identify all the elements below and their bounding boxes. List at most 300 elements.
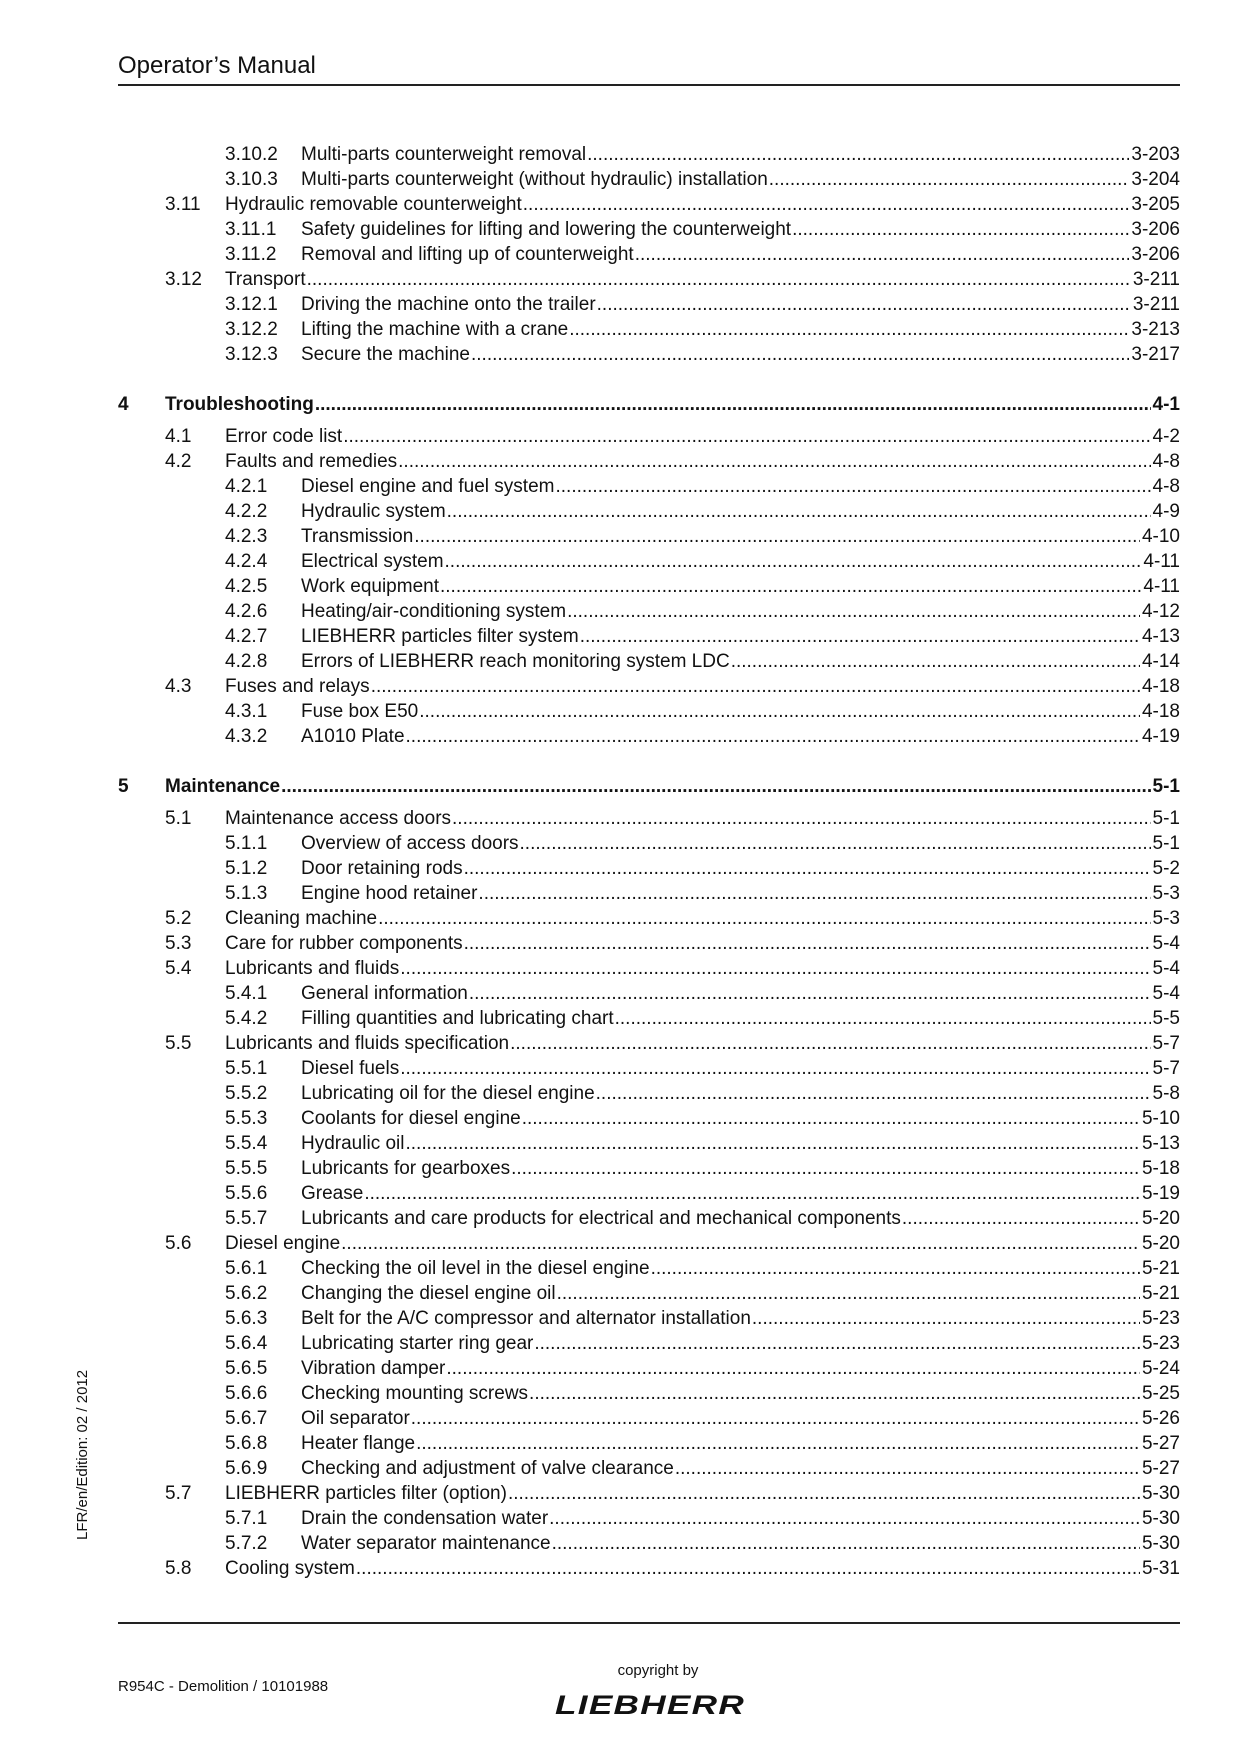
toc-entry-4[interactable] (118, 391, 1180, 418)
toc-leader-dots (363, 1181, 1140, 1206)
toc-entry-page: 3-206 (1131, 219, 1180, 240)
toc-entry-line (225, 192, 1180, 217)
toc-entry-5-5-2[interactable] (118, 1081, 1180, 1106)
toc-entry-page: 5-31 (1141, 1558, 1180, 1579)
toc-entry-4-2-2[interactable] (118, 499, 1180, 524)
toc-entry-line (225, 674, 1180, 699)
footer-document-id: R954C - Demolition / 10101988 (118, 1678, 329, 1695)
toc-entry-4-2-7[interactable] (118, 624, 1180, 649)
toc-entry-page: 5-5 (1152, 1008, 1180, 1029)
toc-entry-line (301, 549, 1180, 574)
toc-entry-title: Lubricants for gearboxes (301, 1158, 511, 1179)
toc-leader-dots (370, 674, 1140, 699)
toc-entry-line (301, 981, 1180, 1006)
toc-entry-title: Hydraulic system (301, 501, 446, 522)
toc-leader-dots (355, 1556, 1140, 1581)
toc-entry-title: Heating/air-conditioning system (301, 601, 567, 622)
toc-entry-number: 3.12.1 (225, 294, 278, 315)
toc-entry-5-5-5[interactable] (118, 1156, 1180, 1181)
toc-entry-title: Removal and lifting up of counterweight (301, 244, 634, 265)
toc-entry-5-5-4[interactable] (118, 1131, 1180, 1156)
toc-entry-line (225, 931, 1180, 956)
toc-leader-dots (791, 217, 1129, 242)
toc-entry-number: 5.6.5 (225, 1358, 268, 1379)
toc-entry-title: Lubricating starter ring gear (301, 1333, 534, 1354)
toc-entry-page: 5-21 (1141, 1258, 1180, 1279)
toc-entry-4-2-3[interactable] (118, 524, 1180, 549)
toc-leader-dots (556, 1281, 1140, 1306)
toc-entry-title: Water separator maintenance (301, 1533, 551, 1554)
toc-entry-page: 3-205 (1131, 194, 1180, 215)
toc-entry-title: Lubricants and fluids (225, 958, 400, 979)
toc-leader-dots (521, 1106, 1140, 1131)
toc-entry-line (301, 167, 1180, 192)
toc-entry-4-2-6[interactable] (118, 599, 1180, 624)
toc-entry-page: 5-3 (1152, 908, 1180, 929)
toc-entry-page: 4-13 (1141, 626, 1180, 647)
toc-entry-page: 4-18 (1141, 676, 1180, 697)
toc-entry-5-1-2[interactable] (118, 856, 1180, 881)
toc-entry-line (225, 1031, 1180, 1056)
toc-entry-line (301, 1281, 1180, 1306)
toc-entry-line (225, 1481, 1180, 1506)
toc-entry-line (301, 342, 1180, 367)
toc-entry-5-4[interactable] (118, 956, 1180, 981)
toc-entry-number: 5.5.2 (225, 1083, 268, 1104)
toc-entry-5-5-1[interactable] (118, 1056, 1180, 1081)
toc-entry-page: 5-30 (1141, 1508, 1180, 1529)
toc-entry-number: 3.11.1 (225, 219, 277, 240)
toc-leader-dots (586, 142, 1129, 167)
toc-entry-4-2-8[interactable] (118, 649, 1180, 674)
toc-entry-line (301, 649, 1180, 674)
toc-entry-page: 3-211 (1132, 269, 1180, 290)
toc-entry-title: Diesel engine and fuel system (301, 476, 555, 497)
toc-entry-number: 5.1.1 (225, 833, 268, 854)
toc-entry-line (301, 1256, 1180, 1281)
toc-entry-title: Maintenance access doors (225, 808, 452, 829)
toc-entry-title: Diesel fuels (301, 1058, 400, 1079)
toc-entry-page: 4-8 (1152, 451, 1180, 472)
toc-entry-4-2[interactable] (118, 449, 1180, 474)
toc-entry-line (225, 267, 1180, 292)
toc-entry-page: 5-10 (1141, 1108, 1180, 1129)
toc-entry-number: 5.6 (165, 1233, 192, 1254)
toc-entry-page: 3-213 (1131, 319, 1180, 340)
toc-entry-number: 4.2.8 (225, 651, 268, 672)
toc-entry-number: 5.2 (165, 908, 192, 929)
toc-entry-line (225, 906, 1180, 931)
toc-entry-page: 5-4 (1152, 958, 1180, 979)
toc-entry-number: 5.1 (165, 808, 192, 829)
toc-leader-dots (444, 549, 1142, 574)
toc-entry-page: 3-211 (1132, 294, 1180, 315)
toc-entry-title: Overview of access doors (301, 833, 519, 854)
toc-entry-number: 5.6.8 (225, 1433, 268, 1454)
toc-entry-page: 5-20 (1141, 1208, 1180, 1229)
toc-entry-number: 5.5.3 (225, 1108, 268, 1129)
toc-entry-5-5-6[interactable] (118, 1181, 1180, 1206)
toc-entry-5-4-2[interactable] (118, 1006, 1180, 1031)
toc-entry-title: Transport (225, 269, 306, 290)
toc-entry-line (225, 424, 1180, 449)
toc-leader-dots (314, 391, 1151, 418)
toc-entry-number: 3.10.2 (225, 144, 278, 165)
toc-entry-page: 4-2 (1152, 426, 1180, 447)
toc-entry-line (225, 1231, 1180, 1256)
toc-entry-line (301, 831, 1180, 856)
toc-entry-3-12-3[interactable] (118, 342, 1180, 367)
toc-entry-title: Hydraulic oil (301, 1133, 405, 1154)
toc-leader-dots (280, 773, 1150, 800)
toc-entry-line (225, 1556, 1180, 1581)
toc-leader-dots (568, 317, 1129, 342)
toc-entry-5-1-3[interactable] (118, 881, 1180, 906)
toc-leader-dots (342, 424, 1150, 449)
toc-entry-title: Multi-parts counterweight (without hydraulic) installation (301, 169, 768, 190)
toc-leader-dots (510, 1156, 1140, 1181)
toc-entry-line (301, 142, 1180, 167)
toc-entry-line (301, 1356, 1180, 1381)
toc-entry-page: 5-24 (1141, 1358, 1180, 1379)
toc-entry-5-8[interactable] (118, 1556, 1180, 1581)
toc-entry-page: 5-23 (1141, 1333, 1180, 1354)
toc-entry-line (301, 1431, 1180, 1456)
toc-entry-line (301, 1206, 1180, 1231)
toc-leader-dots (551, 1531, 1140, 1556)
toc-entry-number: 4.2.4 (225, 551, 268, 572)
toc-entry-page: 4-10 (1141, 526, 1180, 547)
toc-entry-5[interactable] (118, 773, 1180, 800)
toc-entry-title: Coolants for diesel engine (301, 1108, 521, 1129)
toc-entry-5-1-1[interactable] (118, 831, 1180, 856)
toc-entry-title: Troubleshooting (165, 394, 314, 415)
toc-entry-number: 5.5.1 (225, 1058, 268, 1079)
toc-entry-number: 5.1.3 (225, 883, 268, 904)
toc-leader-dots (509, 1031, 1150, 1056)
toc-entry-number: 3.10.3 (225, 169, 278, 190)
toc-entry-title: Transmission (301, 526, 414, 547)
toc-entry-line (301, 574, 1180, 599)
toc-leader-dots (306, 267, 1131, 292)
toc-entry-page: 5-3 (1152, 883, 1180, 904)
toc-entry-page: 5-30 (1141, 1483, 1180, 1504)
toc-leader-dots (579, 624, 1140, 649)
toc-leader-dots (650, 1256, 1140, 1281)
toc-entry-4-2-4[interactable] (118, 549, 1180, 574)
toc-entry-3-11-2[interactable] (118, 242, 1180, 267)
toc-entry-page: 4-9 (1152, 501, 1180, 522)
toc-entry-number: 5.6.7 (225, 1408, 268, 1429)
toc-entry-number: 3.12.3 (225, 344, 278, 365)
toc-entry-line (301, 217, 1180, 242)
toc-entry-page: 5-21 (1141, 1283, 1180, 1304)
toc-entry-number: 4.2.1 (225, 476, 268, 497)
toc-entry-number: 3.11 (165, 194, 201, 215)
toc-entry-title: Maintenance (165, 776, 281, 797)
toc-entry-title: Drain the condensation water (301, 1508, 549, 1529)
toc-entry-line (301, 1406, 1180, 1431)
toc-entry-3-11[interactable] (118, 192, 1180, 217)
toc-leader-dots (404, 1131, 1139, 1156)
toc-entry-page: 5-18 (1141, 1158, 1180, 1179)
toc-entry-number: 5.5.6 (225, 1183, 268, 1204)
toc-entry-title: Fuses and relays (225, 676, 370, 697)
toc-entry-title: Fuse box E50 (301, 701, 419, 722)
toc-entry-5-1[interactable] (118, 806, 1180, 831)
toc-entry-5-6-2[interactable] (118, 1281, 1180, 1306)
toc-entry-page: 3-203 (1131, 144, 1180, 165)
toc-entry-line (301, 1531, 1180, 1556)
toc-entry-number: 4 (118, 394, 129, 415)
toc-entry-page: 5-27 (1141, 1458, 1180, 1479)
toc-entry-title: A1010 Plate (301, 726, 405, 747)
toc-entry-5-6-7[interactable] (118, 1406, 1180, 1431)
toc-entry-number: 4.2 (165, 451, 192, 472)
liebherr-logo (552, 1690, 748, 1718)
toc-entry-5-7[interactable] (118, 1481, 1180, 1506)
toc-entry-number: 4.1 (165, 426, 192, 447)
toc-entry-number: 4.2.6 (225, 601, 268, 622)
toc-entry-line (225, 806, 1180, 831)
toc-leader-dots (405, 724, 1140, 749)
toc-entry-page: 4-14 (1141, 651, 1180, 672)
toc-entry-number: 3.12 (165, 269, 202, 290)
toc-leader-dots (634, 242, 1130, 267)
toc-leader-dots (410, 1406, 1140, 1431)
toc-entry-5-4-1[interactable] (118, 981, 1180, 1006)
toc-entry-page: 5-4 (1152, 983, 1180, 1004)
toc-entry-5-6-3[interactable] (118, 1306, 1180, 1331)
toc-entry-title: Work equipment (301, 576, 439, 597)
toc-entry-page: 5-23 (1141, 1308, 1180, 1329)
toc-entry-3-10-2[interactable] (118, 142, 1180, 167)
toc-entry-title: Secure the machine (301, 344, 470, 365)
toc-leader-dots (399, 956, 1150, 981)
toc-leader-dots (413, 524, 1140, 549)
toc-entry-title: Checking and adjustment of valve clearance (301, 1458, 674, 1479)
toc-leader-dots (399, 1056, 1150, 1081)
toc-entry-line (301, 599, 1180, 624)
toc-entry-line (301, 1056, 1180, 1081)
toc-leader-dots (519, 831, 1151, 856)
toc-entry-number: 4.2.2 (225, 501, 268, 522)
toc-entry-line (301, 242, 1180, 267)
toc-entry-number: 5.5 (165, 1033, 192, 1054)
toc-entry-title: Hydraulic removable counterweight (225, 194, 522, 215)
toc-entry-page: 5-7 (1152, 1033, 1180, 1054)
toc-leader-dots (418, 699, 1140, 724)
toc-entry-line (301, 1006, 1180, 1031)
toc-entry-title: Errors of LIEBHERR reach monitoring system LDC (301, 651, 730, 672)
toc-entry-5-5[interactable] (118, 1031, 1180, 1056)
toc-entry-page: 5-4 (1152, 933, 1180, 954)
toc-entry-5-7-1[interactable] (118, 1506, 1180, 1531)
toc-entry-title: Checking mounting screws (301, 1383, 529, 1404)
page-header-title: Operator’s Manual (118, 52, 316, 79)
toc-entry-title: Checking the oil level in the diesel engine (301, 1258, 650, 1279)
toc-entry-number: 5.5.7 (225, 1208, 268, 1229)
toc-entry-line (301, 1131, 1180, 1156)
toc-entry-number: 5.7 (165, 1483, 192, 1504)
toc-leader-dots (614, 1006, 1151, 1031)
toc-leader-dots (674, 1456, 1140, 1481)
toc-entry-4-1[interactable] (118, 424, 1180, 449)
toc-entry-5-2[interactable] (118, 906, 1180, 931)
toc-entry-line (301, 292, 1180, 317)
toc-entry-title: Belt for the A/C compressor and alternator installation (301, 1308, 751, 1329)
toc-entry-title: Safety guidelines for lifting and lowering the counterweight (301, 219, 792, 240)
toc-entry-page: 4-1 (1152, 394, 1180, 415)
toc-entry-title: Cleaning machine (225, 908, 378, 929)
toc-gap (118, 367, 1180, 391)
toc-entry-line (301, 724, 1180, 749)
toc-entry-number: 5.7.1 (225, 1508, 268, 1529)
toc-leader-dots (340, 1231, 1140, 1256)
toc-entry-page: 4-19 (1141, 726, 1180, 747)
toc-entry-number: 5.5.4 (225, 1133, 268, 1154)
toc-leader-dots (566, 599, 1140, 624)
toc-leader-dots (528, 1381, 1140, 1406)
toc-entry-title: Care for rubber components (225, 933, 463, 954)
toc-entry-page: 3-217 (1131, 344, 1180, 365)
toc-entry-page: 5-2 (1152, 858, 1180, 879)
toc-entry-5-6-8[interactable] (118, 1431, 1180, 1456)
toc-entry-title: Heater flange (301, 1433, 416, 1454)
toc-entry-page: 5-25 (1141, 1383, 1180, 1404)
toc-leader-dots (463, 856, 1151, 881)
toc-entry-number: 4.3 (165, 676, 192, 697)
toc-entry-line (225, 956, 1180, 981)
toc-leader-dots (468, 981, 1151, 1006)
toc-entry-page: 5-19 (1141, 1183, 1180, 1204)
toc-entry-5-6-9[interactable] (118, 1456, 1180, 1481)
toc-entry-title: Door retaining rods (301, 858, 463, 879)
toc-leader-dots (446, 499, 1151, 524)
toc-entry-title: Engine hood retainer (301, 883, 478, 904)
toc-entry-4-2-1[interactable] (118, 474, 1180, 499)
toc-entry-line (301, 624, 1180, 649)
toc-entry-number: 4.3.1 (225, 701, 268, 722)
toc-entry-5-7-2[interactable] (118, 1531, 1180, 1556)
toc-entry-page: 3-204 (1131, 169, 1180, 190)
toc-entry-number: 5.6.3 (225, 1308, 268, 1329)
toc-entry-page: 5-30 (1141, 1533, 1180, 1554)
toc-leader-dots (901, 1206, 1140, 1231)
edition-note: LFR/en/Edition: 02 / 2012 (74, 1369, 91, 1540)
toc-entry-title: Driving the machine onto the trailer (301, 294, 596, 315)
toc-entry-3-12-2[interactable] (118, 317, 1180, 342)
toc-entry-4-2-5[interactable] (118, 574, 1180, 599)
toc-leader-dots (415, 1431, 1140, 1456)
toc-entry-line (301, 699, 1180, 724)
toc-leader-dots (554, 474, 1150, 499)
toc-entry-number: 5.6.4 (225, 1333, 268, 1354)
toc-entry-page: 5-7 (1152, 1058, 1180, 1079)
copyright-label: copyright by (617, 1662, 699, 1679)
toc-entry-line (301, 856, 1180, 881)
toc-entry-page: 4-12 (1141, 601, 1180, 622)
toc-leader-dots (768, 167, 1130, 192)
toc-entry-5-6-5[interactable] (118, 1356, 1180, 1381)
toc-entry-4-3-2[interactable] (118, 724, 1180, 749)
toc-entry-4-3[interactable] (118, 674, 1180, 699)
toc-entry-page: 4-11 (1143, 576, 1180, 597)
toc-entry-3-11-1[interactable] (118, 217, 1180, 242)
toc-leader-dots (451, 806, 1151, 831)
toc-entry-title: General information (301, 983, 468, 1004)
toc-entry-line (301, 1081, 1180, 1106)
toc-entry-title: LIEBHERR particles filter system (301, 626, 579, 647)
toc-entry-page: 5-13 (1141, 1133, 1180, 1154)
toc-entry-3-12[interactable] (118, 267, 1180, 292)
toc-entry-5-6-4[interactable] (118, 1331, 1180, 1356)
toc-entry-line (301, 1381, 1180, 1406)
toc-leader-dots (596, 292, 1131, 317)
toc-entry-number: 5.3 (165, 933, 192, 954)
toc-entry-page: 4-18 (1141, 701, 1180, 722)
toc-entry-page: 5-20 (1141, 1233, 1180, 1254)
toc-leader-dots (445, 1356, 1140, 1381)
toc-entry-number: 4.2.7 (225, 626, 268, 647)
toc-entry-line (301, 1456, 1180, 1481)
toc-entry-title: Lifting the machine with a crane (301, 319, 569, 340)
toc-entry-5-6[interactable] (118, 1231, 1180, 1256)
toc-entry-page: 5-26 (1141, 1408, 1180, 1429)
toc-entry-3-12-1[interactable] (118, 292, 1180, 317)
toc-entry-number: 5.6.6 (225, 1383, 268, 1404)
toc-entry-line (225, 449, 1180, 474)
toc-entry-number: 5.4 (165, 958, 192, 979)
toc-entry-line (301, 881, 1180, 906)
toc-entry-number: 5.1.2 (225, 858, 268, 879)
toc-entry-5-6-6[interactable] (118, 1381, 1180, 1406)
toc-entry-number: 5.4.1 (225, 983, 268, 1004)
toc-entry-number: 4.2.3 (225, 526, 268, 547)
toc-entry-page: 5-1 (1152, 808, 1180, 829)
toc-entry-number: 5.8 (165, 1558, 192, 1579)
toc-entry-title: Electrical system (301, 551, 444, 572)
toc-leader-dots (548, 1506, 1140, 1531)
toc-leader-dots (470, 342, 1129, 367)
toc-entry-title: Lubricants and care products for electrical and mechanical components (301, 1208, 901, 1229)
toc-entry-page: 5-8 (1152, 1083, 1180, 1104)
toc-entry-number: 5.7.2 (225, 1533, 268, 1554)
toc-leader-dots (477, 881, 1150, 906)
toc-leader-dots (751, 1306, 1140, 1331)
toc-entry-3-10-3[interactable] (118, 167, 1180, 192)
toc-entry-title: Multi-parts counterweight removal (301, 144, 587, 165)
toc-entry-5-3[interactable] (118, 931, 1180, 956)
toc-entry-number: 5.5.5 (225, 1158, 268, 1179)
toc-entry-page: 4-11 (1143, 551, 1180, 572)
toc-entry-5-6-1[interactable] (118, 1256, 1180, 1281)
toc-entry-title: Changing the diesel engine oil (301, 1283, 556, 1304)
toc-entry-title: Diesel engine (225, 1233, 341, 1254)
toc-entry-line (165, 773, 1180, 800)
toc-entry-5-5-7[interactable] (118, 1206, 1180, 1231)
footer-rule (118, 1622, 1180, 1624)
toc-entry-5-5-3[interactable] (118, 1106, 1180, 1131)
toc-entry-4-3-1[interactable] (118, 699, 1180, 724)
toc-entry-number: 5 (118, 776, 129, 797)
toc-leader-dots (533, 1331, 1140, 1356)
toc-gap (118, 749, 1180, 773)
toc-entry-number: 5.6.1 (225, 1258, 268, 1279)
toc-entry-title: Grease (301, 1183, 364, 1204)
toc-entry-page: 4-8 (1152, 476, 1180, 497)
toc-entry-line (301, 499, 1180, 524)
